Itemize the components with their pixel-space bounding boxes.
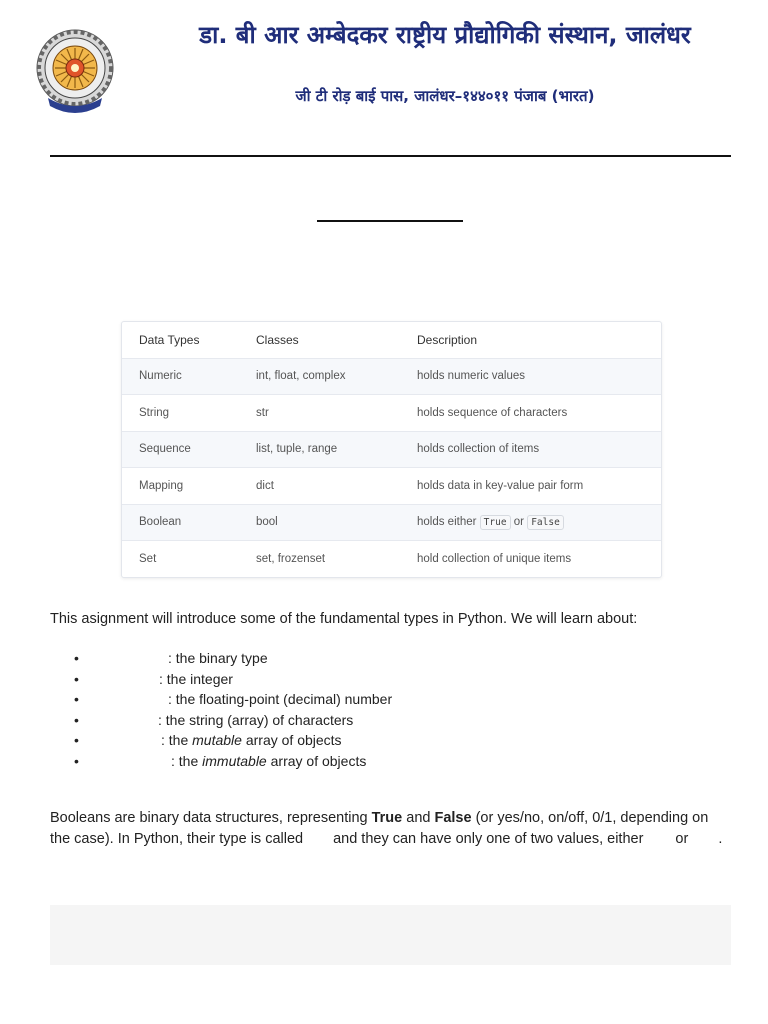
list-item	[50, 689, 392, 710]
list-item-text: : the	[171, 752, 203, 769]
institute-address-hindi: जी टी रोड़ बाई पास, जालंधर–१४४०११ पंजाब (भारत)	[295, 87, 595, 105]
header-description: Description	[417, 332, 478, 347]
intro-paragraph: This asignment will introduce some of the fundamental types in Python. We will learn about:	[50, 611, 638, 627]
cell-description: holds sequence of characters	[417, 406, 568, 419]
true-keyword: True	[480, 515, 511, 530]
description-prefix: holds either	[417, 516, 477, 529]
table-row	[122, 504, 661, 541]
list-item-emphasis: immutable	[202, 752, 267, 769]
cell-description: hold collection of unique items	[417, 552, 572, 565]
cell-type: String	[139, 406, 170, 419]
bullet-icon: •	[74, 711, 79, 728]
list-item-text: array of objects	[266, 752, 367, 769]
false-keyword: False	[527, 515, 564, 530]
true-bold: True	[371, 810, 403, 826]
bullet-icon: •	[74, 650, 79, 666]
paragraph-text: and	[402, 810, 435, 826]
list-item	[50, 669, 392, 690]
cell-description: holds collection of items	[417, 443, 540, 456]
list-item-emphasis: mutable	[192, 732, 242, 749]
cell-classes: str	[256, 406, 269, 419]
paragraph-text: .	[718, 830, 723, 847]
cell-description	[417, 516, 564, 528]
list-item	[50, 648, 392, 669]
list-item-text: : the	[161, 732, 193, 749]
institute-name-hindi: डा. बी आर अम्बेदकर राष्ट्रीय प्रौद्योगिकी संस्थान, जालंधर	[199, 21, 691, 49]
paragraph-text: Booleans are binary data structures, representing	[50, 810, 372, 826]
table-row	[122, 394, 661, 431]
table-row	[122, 540, 661, 577]
header-divider	[50, 155, 731, 157]
or-word: or	[513, 516, 524, 529]
cell-type: Mapping	[139, 479, 184, 492]
cell-classes: dict	[256, 479, 274, 492]
data-types-table	[121, 321, 662, 578]
list-item-text: : the string (array) of characters	[158, 711, 354, 728]
header-classes: Classes	[256, 332, 299, 347]
cell-type: Boolean	[139, 516, 182, 529]
cell-classes: set, frozenset	[256, 552, 326, 565]
list-item-text: array of objects	[241, 732, 342, 749]
institute-logo	[34, 24, 116, 114]
list-item	[50, 710, 392, 731]
cell-classes: bool	[256, 516, 278, 529]
nit-jalandhar-emblem-icon	[34, 24, 116, 114]
list-item	[50, 730, 392, 751]
or-word: or	[675, 830, 689, 847]
false-bold: False	[434, 810, 472, 826]
types-list	[50, 648, 392, 772]
paragraph-text: and they can have only one of two values, either	[333, 830, 644, 847]
bullet-icon: •	[74, 670, 79, 687]
bullet-icon: •	[74, 691, 79, 708]
bullet-icon: •	[74, 732, 79, 749]
code-cell[interactable]	[50, 905, 731, 965]
cell-description: holds numeric values	[417, 370, 526, 383]
booleans-paragraph	[50, 808, 730, 849]
list-item-text: : the floating-point (decimal) number	[168, 691, 393, 708]
list-item	[50, 751, 392, 772]
bullet-icon: •	[74, 752, 79, 769]
list-item-text: : the binary type	[168, 650, 268, 666]
table-row	[122, 431, 661, 468]
table-row	[122, 358, 661, 395]
table-row	[122, 467, 661, 504]
header-data-types: Data Types	[139, 332, 200, 347]
list-item-text: : the integer	[159, 670, 233, 687]
paragraph-text: (or yes/no, on/off, 0/1, depending on the case). In Python, their type is called	[50, 810, 709, 847]
title-underline	[317, 220, 463, 222]
cell-classes: int, float, complex	[256, 370, 346, 383]
cell-type: Set	[139, 552, 157, 565]
cell-type: Numeric	[139, 370, 182, 383]
table-header-row	[122, 322, 661, 358]
cell-description: holds data in key-value pair form	[417, 479, 584, 492]
cell-type: Sequence	[139, 443, 191, 456]
cell-classes: list, tuple, range	[256, 443, 338, 456]
